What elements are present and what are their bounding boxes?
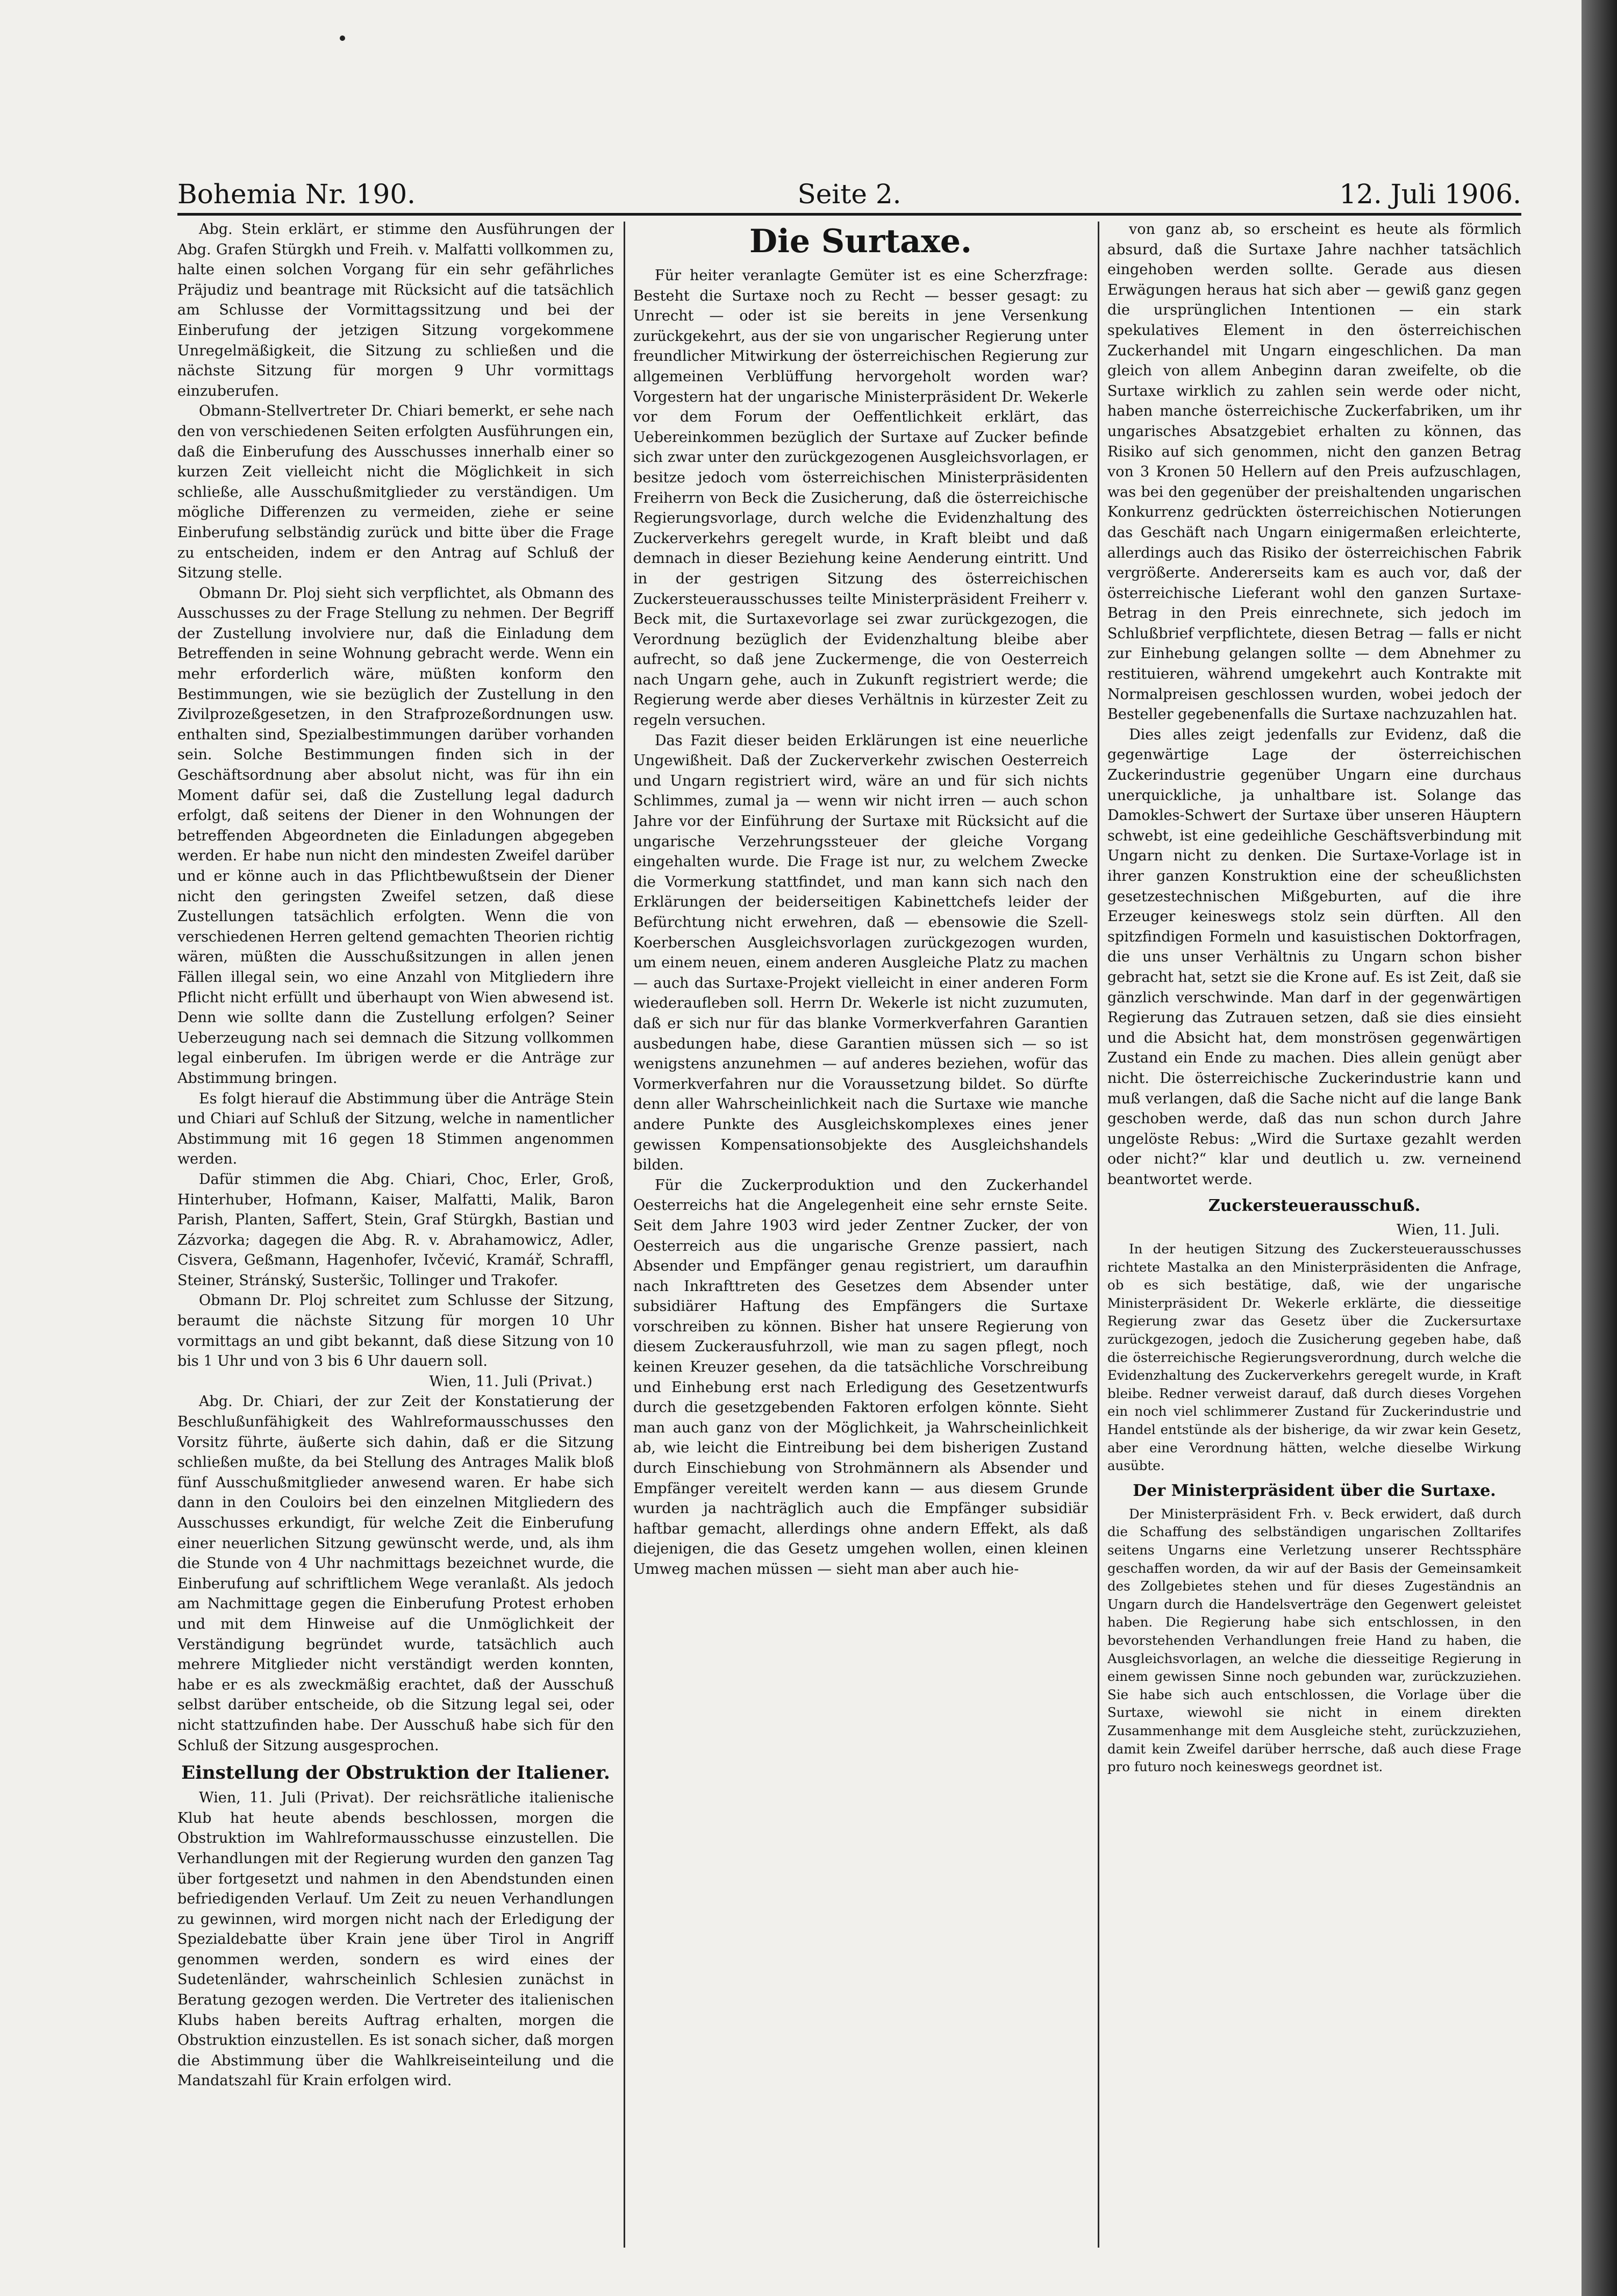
paragraph: Dies alles zeigt jedenfalls zur Evidenz, daß die gegenwärtige Lage der österreichischen Zuckerindustrie gegenüber Ungarn eine durchaus unerquickliche, ja unhaltbare ist. Solange das Damokles-Schwert der Surtaxe über unseren Häuptern schwebt, ist eine gedeihliche Geschäftsverbindung mit Ungarn nicht zu denken. Die Surtaxe-Vorlage ist in ihrer ganzen Konstruktion eine der scheußlichsten gesetzestechnischen Mißgeburten, auf die ihre Erzeuger keineswegs stolz sein dürften. All den spitzfindigen Formeln und kasuistischen Doktorfragen, die uns unser Verhältnis zu Ungarn schon bisher gebracht hat, setzt sie die Krone auf. Es ist Zeit, daß sie gänzlich verschwinde. Man darf in der gegenwärtigen Regierung das Zutrauen setzen, daß sie dies einsieht und die Absicht hat, dem monströsen gegenwärtigen Zustand ein Ende zu machen. Dies allein genügt aber nicht. Die österreichische Zuckerindustrie kann und muß verlangen, daß die Sache nicht auf die lange Bank geschoben werde, daß das nun schon durch Jahre ungelöste Rebus: „Wird die Surtaxe gezahlt werden oder nicht?“ klar und deutlich u. zw. verneinend beantwortet werde. bbox=[1107, 726, 1521, 1188]
paragraph: Für heiter veranlagte Gemüter ist es eine Scherzfrage: Besteht die Surtaxe noch zu Recht — besser gesagt: zu Unrecht — oder ist sie bereits in jene Versenkung zurückgekehrt, aus der sie von ungarischer Regierung unter freundlicher Mitwirkung der österreichischen Regierung zur allgemeinen Verblüffung hervorgeholt worden war? Vorgestern hat der ungarische Ministerpräsident Dr. Wekerle vor dem Forum der Oeffentlichkeit erklärt, das Uebereinkommen bezüglich der Surtaxe auf Zucker befinde sich zwar unter den zurückgezogenen Ausgleichsvorlagen, er besitze jedoch vom österreichischen Ministerpräsidenten Freiherrn von Beck die Zusicherung, daß die österreichische Regierungsvorlage, durch welche die Evidenzhaltung des Zuckerverkehrs geregelt wurde, in Kraft bleibt und daß demnach in dieser Beziehung keine Aenderung eintritt. Und in der gestrigen Sitzung des österreichischen Zuckersteuerausschusses teilte Ministerpräsident Freiherr v. Beck mit, die Surtaxevorlage sei zwar zurückgezogen, die Verordnung bezüglich der Evidenzhaltung bleibe aber aufrecht, so daß jene Zuckermenge, die von Oesterreich nach Ungarn gehe, auch in Zukunft registriert werde; die Regierung werde aber dieses Verhältnis in kürzester Zeit zu regeln versuchen. bbox=[633, 267, 1088, 729]
page-header bbox=[177, 175, 1521, 213]
column-1 bbox=[177, 219, 614, 2251]
header-rule bbox=[177, 213, 1521, 216]
header-page-number: Seite 2. bbox=[797, 179, 901, 210]
paragraph: Obmann-Stellvertreter Dr. Chiari bemerkt, er sehe nach den von verschiedenen Seiten erfolgten Ausführungen ein, daß die Einberufung des Ausschusses innerhalb einer so kurzen Zeit vielleicht nicht die Möglichkeit in sich schließe, alle Ausschußmitglieder zu verständigen. Um mögliche Differenzen zu vermeiden, ziehe er seine Einberufung selbständig zurück und bitte über die Frage zu entscheiden, indem er den Antrag auf Schluß der Sitzung stelle. bbox=[177, 403, 614, 582]
header-publication: Bohemia Nr. 190. bbox=[177, 179, 416, 210]
column-rule-2 bbox=[1098, 222, 1099, 2248]
page-edge-shadow bbox=[1582, 0, 1617, 2296]
column-rule-1 bbox=[624, 222, 625, 2248]
article-heading: Einstellung der Obstruktion der Italiener. bbox=[181, 1762, 610, 1784]
paragraph: Obmann Dr. Ploj schreitet zum Schlusse der Sitzung, beraumt die nächste Sitzung für morgen 10 Uhr vormittags an und gibt bekannt, daß diese Sitzung von 10 bis 1 Uhr und von 3 bis 6 Uhr dauern soll. bbox=[177, 1292, 614, 1370]
dateline: Wien, 11. Juli. bbox=[1396, 1221, 1500, 1238]
section-heading: Zuckersteuerausschuß. bbox=[1208, 1196, 1421, 1215]
paragraph: Der Ministerpräsident Frh. v. Beck erwidert, daß durch die Schaffung des selbständigen ungarischen Zolltarifes seitens Ungarns eine Verletzung unserer Rechtssphäre geschaffen worden, da wir auf der Basis der Gemeinsamkeit des Zollgebietes stehen und für dieses Zugeständnis an Ungarn durch die Handelsverträge den Gegenwert geleistet haben. Die Regierung habe sich entschlossen, in den bevorstehenden Verhandlungen freie Hand zu haben, die Ausgleichsvorlagen, an welche die diesseitige Regierung in einem gewissen Sinne noch gebunden war, zurückzuziehen. Sie habe sich auch entschlossen, die Vorlage über die Surtaxe, wiewohl sie nicht in einem direkten Zusammenhange mit dem Ausgleiche steht, zurückzuziehen, damit kein Zweifel darüber herrsche, daß auch diese Frage pro futuro noch keineswegs geordnet ist. bbox=[1107, 1506, 1521, 1775]
paragraph: von ganz ab, so erscheint es heute als förmlich absurd, daß die Surtaxe Jahre nachher tatsächlich eingehoben werden sollte. Gerade aus diesen Erwägungen heraus hat sich aber — gewiß ganz gegen die ursprünglichen Intentionen — ein stark spekulatives Element in den österreichischen Zuckerhandel mit Ungarn eingeschlichen. Da man gleich von allem Anbeginn daran zweifelte, ob die Surtaxe wirklich zu zahlen sein werde oder nicht, haben manche österreichische Zuckerfabriken, um ihr ungarisches Absatzgebiet erhalten zu können, das Risiko auf sich genommen, nicht den ganzen Betrag von 3 Kronen 50 Hellern auf den Preis aufzuschlagen, was bei den gegenüber der preishaltenden ungarischen Konkurrenz gedrückten österreichischen Notierungen das Geschäft nach Ungarn einigermaßen erleichterte, allerdings auch das Risiko der österreichischen Fabrik vergrößerte. Andererseits kam es auch vor, daß der österreichische Lieferant wohl den ganzen Surtaxe-Betrag in den Preis einrechnete, sich jedoch im Schlußbrief verpflichtete, diesen Betrag — falls er nicht zur Einhebung gelangen sollte — dem Abnehmer zu restituieren, während umgekehrt auch Kontrakte mit Normalpreisen geschlossen wurden, wobei jedoch der Besteller gegebenenfalls die Surtaxe nachzuzahlen hat. bbox=[1107, 221, 1521, 723]
paragraph: Für die Zuckerproduktion und den Zuckerhandel Oesterreichs hat die Angelegenheit eine sehr ernste Seite. Seit dem Jahre 1903 wird jeder Zentner Zucker, der von Oesterreich aus die ungarische Grenze passiert, nach Absender und Empfänger genau registriert, um daraufhin nach Inkrafttreten des Gesetzes dem Absender unter subsidiärer Haftung des Empfängers die Surtaxe vorschreiben zu können. Bisher hat unsere Regierung von diesem Zuckerausfuhrzoll, wie man zu sagen pflegt, noch keinen Kreuzer gesehen, da die tatsächliche Vorschreibung und Einhebung erst nach Erledigung des Gesetzentwurfs durch die gesetzgebenden Faktoren erfolgen könnte. Sieht man auch ganz von der Möglichkeit, ja Wahrscheinlichkeit ab, wie leicht die Eintreibung bei dem bisherigen Zustand durch Einschiebung von Strohmännern als Absender und Empfänger vereitelt werden kann — aus diesem Grunde wurden ja nachträglich auch die Empfänger subsidiär haftbar gemacht, allerdings ohne andern Effekt, als daß diejenigen, die das Gesetz umgehen wollen, einen kleinen Umweg machen müssen — sieht man aber auch hie- bbox=[633, 1176, 1088, 1578]
ink-speck bbox=[340, 35, 345, 41]
paragraph: Es folgt hierauf die Abstimmung über die Anträge Stein und Chiari auf Schluß der Sitzung, welche in namentlicher Abstimmung mit 16 gegen 18 Stimmen angenommen werden. bbox=[177, 1090, 614, 1168]
paragraph: In der heutigen Sitzung des Zuckersteuerausschusses richtete Mastalka an den Ministerpräsidenten die Anfrage, ob es sich bestätige, daß, wie der ungarische Ministerpräsident Dr. Wekerle erklärte, die diesseitige Regierung zwar das Gesetz über die Zuckersurtaxe zurückgezogen, jedoch die Zusicherung gegeben habe, daß die österreichische Regierungsverordnung, durch welche die Evidenzhaltung des Zuckerverkehrs geregelt wurde, in Kraft bleibe. Redner verweist darauf, daß durch dieses Vorgehen ein noch viel schlimmerer Zustand für Zuckerindustrie und Handel entstünde als der bisherige, da wir zwar kein Gesetz, aber eine Verordnung hätten, welche dieselbe Wirkung ausübte. bbox=[1107, 1241, 1521, 1474]
paragraph: Abg. Stein erklärt, er stimme den Ausführungen der Abg. Grafen Stürgkh und Freih. v. Malfatti vollkommen zu, halte einen solchen Vorgang für ein sehr gefährliches Präjudiz und beantrage mit Rücksicht auf die tatsächlich am Schlusse der Vormittagssitzung und bei der Einberufung der jetzigen Sitzung vorgekommene Unregelmäßigkeit, die Sitzung zu schließen und die nächste Sitzung für morgen 9 Uhr vormittags einzuberufen. bbox=[177, 221, 614, 400]
header-date: 12. Juli 1906. bbox=[1339, 179, 1521, 210]
paragraph: Obmann Dr. Ploj sieht sich verpflichtet, als Obmann des Ausschusses zu der Frage Stellung zu nehmen. Der Begriff der Zustellung involviere nur, daß die Einladung dem Betreffenden in seine Wohnung gebracht werde. Wenn ein mehr erforderlich wäre, müßten konform den Bestimmungen, wie sie bezüglich der Zustellung in den Zivilprozeßgesetzen, in den Strafprozeßordnungen usw. enthalten sind, Spezialbestimmungen darüber vorhanden sein. Solche Bestimmungen finden sich in der Geschäftsordnung aber absolut nicht, was für ihn ein Moment dafür sei, daß die Zustellung legal dadurch erfolgt, daß seitens der Diener in den Wohnungen der betreffenden Abgeordneten die Einladungen abgegeben werden. Er habe nun nicht den mindesten Zweifel darüber und er könne auch in das Pflichtbewußtsein der Diener nicht den geringsten Zweifel setzen, daß diese Zustellungen tatsächlich erfolgten. Wenn die von verschiedenen Herren geltend gemachten Theorien richtig wären, müßten die Ausschußsitzungen in allen jenen Fällen illegal sein, wo eine Anzahl von Mitgliedern ihre Pflicht nicht erfüllt und überhaupt von Wien abwesend ist. Denn wie sollte dann die Zustellung erfolgen? Seiner Ueberzeugung nach sei demnach die Sitzung vollkommen legal einberufen. Im übrigen werde er die Anträge zur Abstimmung bringen. bbox=[177, 584, 614, 1087]
paragraph: Wien, 11. Juli (Privat). Der reichsrätliche italienische Klub hat heute abends beschlossen, morgen die Obstruktion im Wahlreformausschusse einzustellen. Die Verhandlungen mit der Regierung wurden den ganzen Tag über fortgesetzt und nahmen in den Abendstunden einen befriedigenden Verlauf. Um Zeit zu neuen Verhandlungen zu gewinnen, wird morgen nicht nach der Erledigung der Spezialdebatte über Krain jene über Tirol in Angriff genommen werden, sondern es wird eines der Sudetenländer, wahrscheinlich Schlesien zunächst in Beratung gezogen werden. Die Vertreter des italienischen Klubs haben bereits Auftrag erhalten, morgen die Obstruktion einzustellen. Es ist sonach sicher, daß morgen die Abstimmung über die Wahlkreiseinteilung und die Mandatszahl für Krain erfolgen wird. bbox=[177, 1789, 614, 2090]
section-heading: Der Ministerpräsident über die Surtaxe. bbox=[1133, 1481, 1496, 1500]
column-2 bbox=[633, 219, 1088, 2251]
paragraph: Abg. Dr. Chiari, der zur Zeit der Konstatierung der Beschlußunfähigkeit des Wahlreformausschusses den Vorsitz führte, äußerte sich dahin, daß er die Sitzung schließen mußte, da bei Stellung des Antrages Malik bloß fünf Ausschußmitglieder anwesend waren. Er habe sich dann in den Couloirs bei den einzelnen Mitgliedern des Ausschusses erkundigt, für welche Zeit die Einberufung einer neuerlichen Sitzung gewünscht werde, und, als ihm die Stunde von 4 Uhr nachmittags bezeichnet wurde, die Einberufung auf schriftlichem Wege veranlaßt. Als jedoch am Nachmittage gegen die Einberufung Protest erhoben und mit dem Hinweise auf die Unmöglichkeit der Verständigung begründet wurde, tatsächlich auch mehrere Mitglieder nicht verständigt werden konnten, habe er es als zweckmäßig erachtet, daß der Ausschuß selbst darüber entscheide, ob die Sitzung legal sei, oder nicht stattzufinden habe. Der Ausschuß habe sich für den Schluß der Sitzung ausgesprochen. bbox=[177, 1393, 614, 1754]
paragraph: Dafür stimmen die Abg. Chiari, Choc, Erler, Groß, Hinterhuber, Hofmann, Kaiser, Malfatti, Malik, Baron Parish, Planten, Saffert, Stein, Graf Stürgkh, Bastian und Zázvorka; dagegen die Abg. R. v. Abrahamowicz, Adler, Cisvera, Geßmann, Hagenhofer, Ivčević, Kramář, Schraffl, Steiner, Stránský, Susteršic, Tollinger und Trakofer. bbox=[177, 1171, 614, 1289]
article-title: Die Surtaxe. bbox=[749, 223, 972, 260]
paragraph: Das Fazit dieser beiden Erklärungen ist eine neuerliche Ungewißheit. Daß der Zuckerverkehr zwischen Oesterreich und Ungarn registriert wird, wäre an und für sich nichts Schlimmes, zumal ja — wenn wir nicht irren — auch schon Jahre vor der Einführung der Surtaxe mit Rücksicht auf die ungarische Verzehrungssteuer der gleiche Vorgang eingehalten wurde. Die Frage ist nur, zu welchem Zwecke die Vormerkung stattfindet, und man kann sich nach den Erklärungen der beiderseitigen Kabinettchefs leider der Befürchtung nicht erwehren, daß — ebensowie die Szell-Koerberschen Ausgleichsvorlagen zurückgezogen wurden, um einem neuen, einem anderen Ausgleiche Platz zu machen — auch das Surtaxe-Projekt vielleicht in einer anderen Form wiederaufleben soll. Herrn Dr. Wekerle ist nicht zuzumuten, daß er sich nur für das blanke Vormerkverfahren Garantien ausbedungen habe, diese Garantien müssen sich — so ist wenigstens anzunehmen — auf anderes beziehen, wofür das Vormerkverfahren nur die Voraussetzung bildet. So dürfte denn aller Wahrscheinlichkeit nach die Surtaxe wie manche andere Punkte des Ausgleichskomplexes eines jener gewissen Kompensationsobjekte des Ausgleichshandels bilden. bbox=[633, 732, 1088, 1174]
column-3 bbox=[1107, 219, 1521, 2251]
dateline: Wien, 11. Juli (Privat.) bbox=[429, 1373, 592, 1390]
